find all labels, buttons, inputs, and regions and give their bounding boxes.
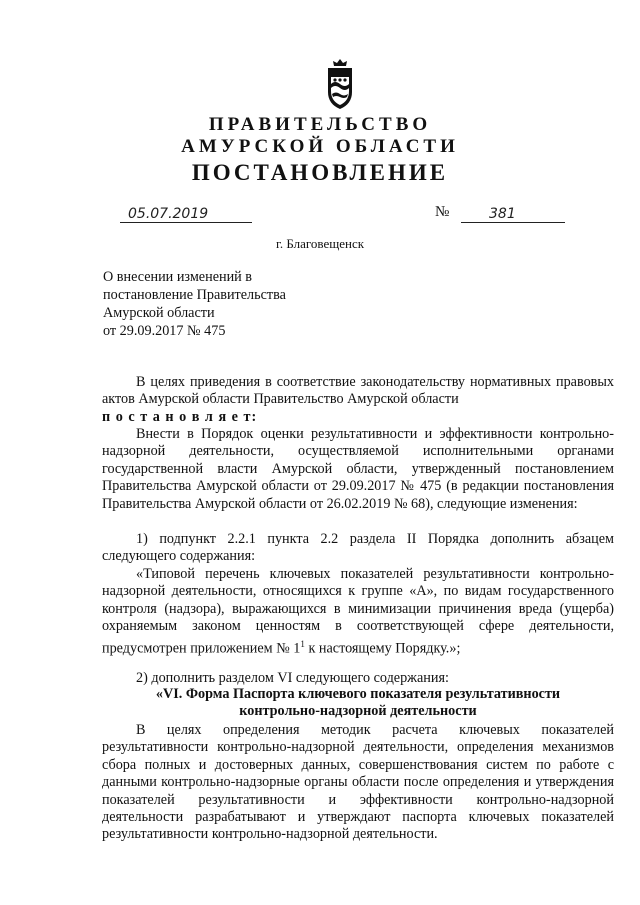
quote-1-superscript: 1	[300, 638, 305, 649]
quote-1-text: «Типовой перечень ключевых показателей результативности контрольно-надзорной деятельности, относящихся к группе «А», по видам государственного контроля (надзора), выражающихся в минимизации причинения вреда (ущерба) охраняемым законом ценностям в соответствующей сфере деятельности, предусмотрен приложением № 1	[102, 566, 614, 657]
intro-paragraph: Внести в Порядок оценки результативности и эффективности контрольно-надзорной деятельности, осуществляемой исполнительными органами государственной власти Амурской области, утвержденный постановлением Правительства Амурской области от 29.09.2017 № 475 (в редакции постановления Правительства Амурской области от 26.02.2019 № 68), следующие изменения:	[102, 426, 614, 512]
coat-of-arms-emblem	[323, 58, 357, 110]
subject-line: О внесении изменений в	[103, 269, 253, 285]
quote-1	[102, 566, 614, 658]
item-1: 1) подпункт 2.2.1 пункта 2.2 раздела II Порядка дополнить абзацем следующего содержания:	[102, 531, 614, 565]
org-name-line2: АМУРСКОЙ ОБЛАСТИ	[181, 136, 459, 157]
section-title-line2: контрольно-надзорной деятельности	[239, 703, 477, 720]
subject-line: постановление Правительства	[103, 287, 286, 303]
number-label: №	[435, 204, 450, 220]
number-value: 381	[489, 206, 516, 222]
preamble: В целях приведения в соответствие законодательству нормативных правовых актов Амурской области Правительство Амурской области	[102, 374, 614, 408]
city: г. Благовещенск	[275, 236, 365, 251]
section-text: В целях определения методик расчета ключевых показателей результативности контрольно-надзорной деятельности, определения механизмов сбора полных и достоверных данных, совершенствования систем по работе с данными контрольно-надзорные органы области после определения и утверждения показателей результативности и эффективности контрольно-надзорной деятельности разрабатывают и утверждают паспорта ключевых показателей результативности контрольно-надзорной деятельности.	[102, 722, 614, 843]
decides: п о с т а н о в л я е т:	[102, 409, 258, 425]
number-line	[461, 205, 565, 223]
subject-line: Амурской области	[103, 305, 215, 321]
document-type: ПОСТАНОВЛЕНИЕ	[191, 160, 449, 185]
section-title	[102, 686, 614, 721]
date-line	[120, 205, 252, 223]
date-value: 05.07.2019	[128, 206, 209, 222]
item-2: 2) дополнить разделом VI следующего содержания:	[136, 670, 449, 686]
subject-block	[103, 268, 286, 340]
quote-1-end: к настоящему Порядку.»;	[304, 640, 461, 657]
org-name-line1: ПРАВИТЕЛЬСТВО	[208, 114, 432, 135]
subject-line: от 29.09.2017 № 475	[103, 323, 226, 339]
section-title-line1: «VI. Форма Паспорта ключевого показателя результативности	[155, 686, 561, 702]
